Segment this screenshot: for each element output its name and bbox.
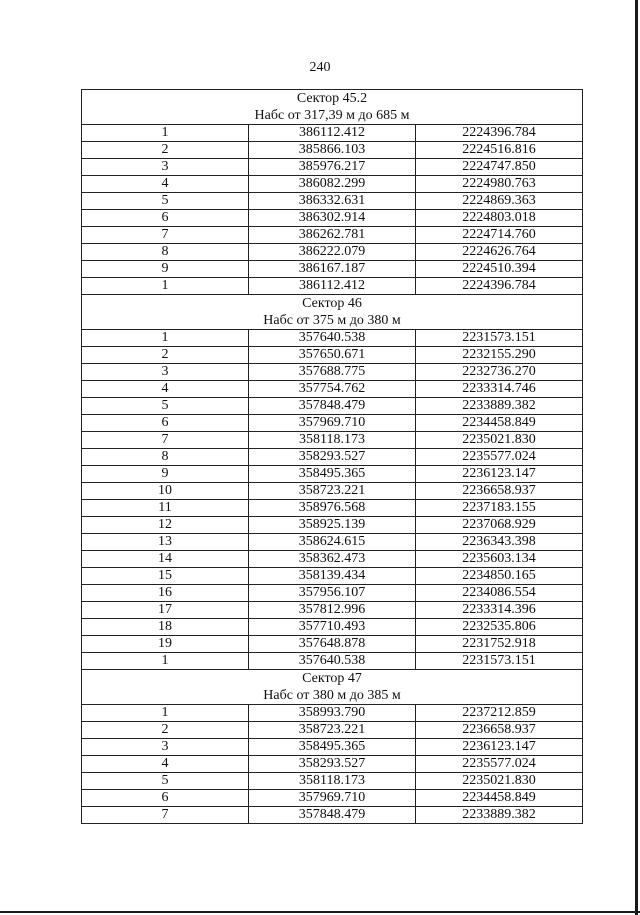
- y-coordinate-cell: 2224396.784: [416, 278, 583, 295]
- y-coordinate-cell: 2237212.859: [416, 705, 583, 722]
- x-coordinate-cell: 357969.710: [249, 790, 416, 807]
- y-coordinate-cell: 2237183.155: [416, 500, 583, 517]
- point-number-cell: 4: [82, 381, 249, 398]
- point-number-cell: 3: [82, 739, 249, 756]
- x-coordinate-cell: 386262.781: [249, 227, 416, 244]
- point-number-cell: 18: [82, 619, 249, 636]
- x-coordinate-cell: 386112.412: [249, 125, 416, 142]
- y-coordinate-cell: 2224747.850: [416, 159, 583, 176]
- y-coordinate-cell: 2234086.554: [416, 585, 583, 602]
- sector-height-range: Набс от 380 м до 385 м: [263, 688, 401, 703]
- point-number-cell: 12: [82, 517, 249, 534]
- y-coordinate-cell: 2234458.849: [416, 790, 583, 807]
- x-coordinate-cell: 357812.996: [249, 602, 416, 619]
- y-coordinate-cell: 2235021.830: [416, 432, 583, 449]
- x-coordinate-cell: 358993.790: [249, 705, 416, 722]
- y-coordinate-cell: 2224626.764: [416, 244, 583, 261]
- point-number-cell: 1: [82, 330, 249, 347]
- sector-title: Сектор 47: [302, 671, 362, 686]
- x-coordinate-cell: 385976.217: [249, 159, 416, 176]
- table-row: [82, 739, 583, 756]
- table-row: [82, 278, 583, 295]
- x-coordinate-cell: 358118.173: [249, 432, 416, 449]
- x-coordinate-cell: 386082.299: [249, 176, 416, 193]
- table-row: [82, 483, 583, 500]
- table-row: [82, 176, 583, 193]
- table-row: [82, 773, 583, 790]
- x-coordinate-cell: 358723.221: [249, 483, 416, 500]
- table-row: [82, 449, 583, 466]
- x-coordinate-cell: 358293.527: [249, 449, 416, 466]
- x-coordinate-cell: 358118.173: [249, 773, 416, 790]
- y-coordinate-cell: 2232736.270: [416, 364, 583, 381]
- point-number-cell: 3: [82, 159, 249, 176]
- point-number-cell: 1: [82, 653, 249, 670]
- table-row: [82, 432, 583, 449]
- y-coordinate-cell: 2236123.147: [416, 466, 583, 483]
- table-row: [82, 159, 583, 176]
- y-coordinate-cell: 2233889.382: [416, 398, 583, 415]
- x-coordinate-cell: 357650.671: [249, 347, 416, 364]
- x-coordinate-cell: 358925.139: [249, 517, 416, 534]
- point-number-cell: 10: [82, 483, 249, 500]
- point-number-cell: 6: [82, 210, 249, 227]
- table-row: [82, 790, 583, 807]
- x-coordinate-cell: 358723.221: [249, 722, 416, 739]
- x-coordinate-cell: 358139.434: [249, 568, 416, 585]
- x-coordinate-cell: 357956.107: [249, 585, 416, 602]
- point-number-cell: 7: [82, 227, 249, 244]
- sector-header-row: [82, 90, 583, 125]
- point-number-cell: 1: [82, 278, 249, 295]
- table-row: [82, 244, 583, 261]
- point-number-cell: 16: [82, 585, 249, 602]
- y-coordinate-cell: 2231573.151: [416, 653, 583, 670]
- point-number-cell: 17: [82, 602, 249, 619]
- table-row: [82, 551, 583, 568]
- point-number-cell: 7: [82, 432, 249, 449]
- table-row: [82, 261, 583, 278]
- table-row: [82, 568, 583, 585]
- coordinates-table-body: [82, 90, 583, 824]
- sector-height-range: Набс от 375 м до 380 м: [263, 313, 401, 328]
- point-number-cell: 1: [82, 125, 249, 142]
- table-row: [82, 602, 583, 619]
- x-coordinate-cell: 357754.762: [249, 381, 416, 398]
- point-number-cell: 13: [82, 534, 249, 551]
- x-coordinate-cell: 385866.103: [249, 142, 416, 159]
- y-coordinate-cell: 2233314.396: [416, 602, 583, 619]
- y-coordinate-cell: 2234458.849: [416, 415, 583, 432]
- y-coordinate-cell: 2231573.151: [416, 330, 583, 347]
- y-coordinate-cell: 2224714.760: [416, 227, 583, 244]
- y-coordinate-cell: 2235577.024: [416, 449, 583, 466]
- point-number-cell: 2: [82, 142, 249, 159]
- y-coordinate-cell: 2224980.763: [416, 176, 583, 193]
- point-number-cell: 14: [82, 551, 249, 568]
- y-coordinate-cell: 2235603.134: [416, 551, 583, 568]
- y-coordinate-cell: 2224396.784: [416, 125, 583, 142]
- x-coordinate-cell: 357640.538: [249, 330, 416, 347]
- y-coordinate-cell: 2235021.830: [416, 773, 583, 790]
- point-number-cell: 11: [82, 500, 249, 517]
- y-coordinate-cell: 2236343.398: [416, 534, 583, 551]
- x-coordinate-cell: 357640.538: [249, 653, 416, 670]
- x-coordinate-cell: 358624.615: [249, 534, 416, 551]
- sector-height-range: Набс от 317,39 м до 685 м: [254, 108, 410, 123]
- point-number-cell: 4: [82, 756, 249, 773]
- y-coordinate-cell: 2236123.147: [416, 739, 583, 756]
- sector-header-cell: [82, 670, 583, 705]
- x-coordinate-cell: 358495.365: [249, 466, 416, 483]
- x-coordinate-cell: 357969.710: [249, 415, 416, 432]
- table-row: [82, 585, 583, 602]
- y-coordinate-cell: 2231752.918: [416, 636, 583, 653]
- table-row: [82, 415, 583, 432]
- y-coordinate-cell: 2236658.937: [416, 483, 583, 500]
- sector-header-cell: [82, 295, 583, 330]
- x-coordinate-cell: 358495.365: [249, 739, 416, 756]
- x-coordinate-cell: 357848.479: [249, 807, 416, 824]
- table-row: [82, 500, 583, 517]
- page-number: 240: [309, 60, 331, 75]
- table-row: [82, 210, 583, 227]
- x-coordinate-cell: 357848.479: [249, 398, 416, 415]
- point-number-cell: 4: [82, 176, 249, 193]
- point-number-cell: 7: [82, 807, 249, 824]
- y-coordinate-cell: 2232155.290: [416, 347, 583, 364]
- y-coordinate-cell: 2234850.165: [416, 568, 583, 585]
- x-coordinate-cell: 357688.775: [249, 364, 416, 381]
- x-coordinate-cell: 358976.568: [249, 500, 416, 517]
- table-row: [82, 142, 583, 159]
- table-row: [82, 705, 583, 722]
- y-coordinate-cell: 2224510.394: [416, 261, 583, 278]
- coordinates-table: [81, 89, 583, 824]
- table-row: [82, 227, 583, 244]
- point-number-cell: 3: [82, 364, 249, 381]
- table-row: [82, 619, 583, 636]
- table-row: [82, 653, 583, 670]
- y-coordinate-cell: 2235577.024: [416, 756, 583, 773]
- x-coordinate-cell: 358293.527: [249, 756, 416, 773]
- table-row: [82, 347, 583, 364]
- sector-header-cell: [82, 90, 583, 125]
- point-number-cell: 2: [82, 347, 249, 364]
- point-number-cell: 8: [82, 244, 249, 261]
- point-number-cell: 15: [82, 568, 249, 585]
- sector-header-row: [82, 295, 583, 330]
- point-number-cell: 1: [82, 705, 249, 722]
- point-number-cell: 9: [82, 261, 249, 278]
- table-row: [82, 125, 583, 142]
- table-row: [82, 364, 583, 381]
- point-number-cell: 6: [82, 415, 249, 432]
- x-coordinate-cell: 357710.493: [249, 619, 416, 636]
- table-row: [82, 722, 583, 739]
- table-row: [82, 330, 583, 347]
- x-coordinate-cell: 386222.079: [249, 244, 416, 261]
- point-number-cell: 8: [82, 449, 249, 466]
- table-row: [82, 517, 583, 534]
- table-row: [82, 193, 583, 210]
- table-row: [82, 466, 583, 483]
- table-row: [82, 636, 583, 653]
- y-coordinate-cell: 2224869.363: [416, 193, 583, 210]
- y-coordinate-cell: 2233889.382: [416, 807, 583, 824]
- table-row: [82, 807, 583, 824]
- point-number-cell: 2: [82, 722, 249, 739]
- y-coordinate-cell: 2233314.746: [416, 381, 583, 398]
- x-coordinate-cell: 386112.412: [249, 278, 416, 295]
- point-number-cell: 6: [82, 790, 249, 807]
- point-number-cell: 5: [82, 193, 249, 210]
- table-row: [82, 398, 583, 415]
- point-number-cell: 5: [82, 398, 249, 415]
- point-number-cell: 19: [82, 636, 249, 653]
- scan-frame-bottom-edge: [0, 911, 640, 913]
- y-coordinate-cell: 2224516.816: [416, 142, 583, 159]
- table-row: [82, 381, 583, 398]
- y-coordinate-cell: 2224803.018: [416, 210, 583, 227]
- table-row: [82, 534, 583, 551]
- scan-frame-right-edge: [635, 0, 638, 915]
- x-coordinate-cell: 386302.914: [249, 210, 416, 227]
- table-row: [82, 756, 583, 773]
- y-coordinate-cell: 2232535.806: [416, 619, 583, 636]
- x-coordinate-cell: 386167.187: [249, 261, 416, 278]
- point-number-cell: 9: [82, 466, 249, 483]
- sector-header-row: [82, 670, 583, 705]
- x-coordinate-cell: 358362.473: [249, 551, 416, 568]
- y-coordinate-cell: 2237068.929: [416, 517, 583, 534]
- point-number-cell: 5: [82, 773, 249, 790]
- x-coordinate-cell: 386332.631: [249, 193, 416, 210]
- x-coordinate-cell: 357648.878: [249, 636, 416, 653]
- sector-title: Сектор 45.2: [296, 91, 368, 106]
- sector-title: Сектор 46: [302, 296, 362, 311]
- y-coordinate-cell: 2236658.937: [416, 722, 583, 739]
